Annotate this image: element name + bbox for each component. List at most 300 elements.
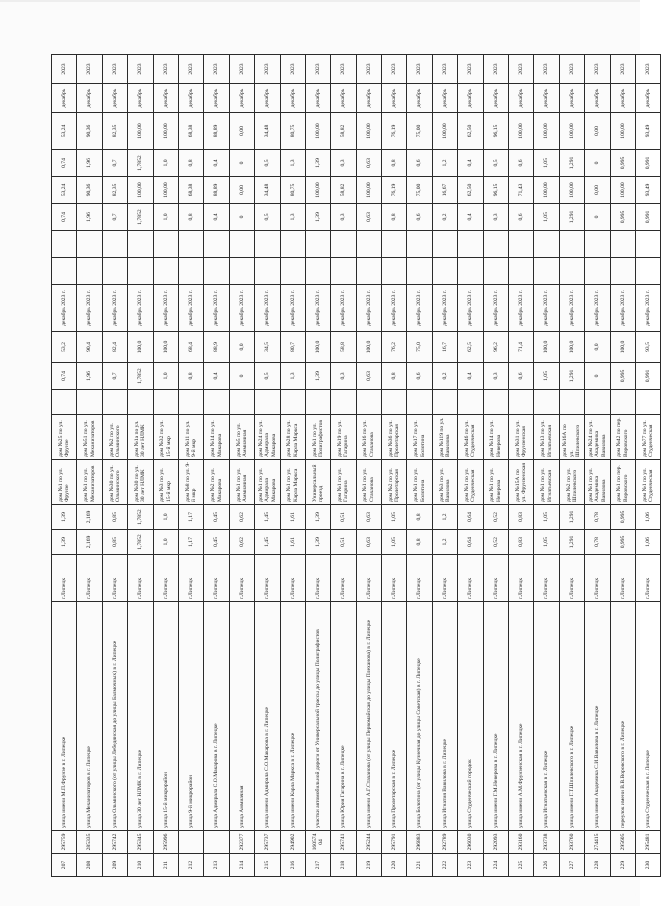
table-cell: дом №24 по ул. Академика Вавилова (585, 415, 610, 460)
table-cell: дом №1 по ул. Стаханова (356, 460, 381, 505)
table-cell: 2023 (77, 55, 102, 84)
table-cell: 295244 (356, 831, 381, 854)
table-cell: 2,169 (77, 530, 102, 555)
table-cell: 2023 (280, 55, 305, 84)
table-cell: декабрь (128, 84, 153, 113)
table-cell (305, 231, 330, 258)
table-row (255, 55, 280, 877)
table-cell: 211 (153, 854, 178, 877)
table-cell: дом №2 по ул. Шпилевского (559, 460, 584, 505)
table-cell: 0,6 (509, 363, 534, 390)
table-cell: 2023 (305, 55, 330, 84)
table-cell: дом №17 по ул. Болотина (407, 415, 432, 460)
table-cell: дом №51 по ул. Механизаторов (77, 415, 102, 460)
table-cell (585, 390, 610, 415)
table-cell: 219 (356, 854, 381, 877)
table-cell: 100,00 (305, 113, 330, 150)
table-cell: 96,2 (483, 332, 508, 363)
table-cell: 0,8 (178, 150, 203, 177)
table-cell: 0,0 (229, 332, 254, 363)
table-cell: 2,169 (77, 505, 102, 530)
table-cell: 1,39 (305, 150, 330, 177)
table-cell: 0,995 (610, 363, 635, 390)
table-cell: дом №32 по ул. 15-й мкр (153, 415, 178, 460)
table-cell: 71,4 (509, 332, 534, 363)
table-cell: улица Ольминского (от улицы Лебедянская до улицы Балмочных) в г. Липецке (102, 602, 127, 831)
table-cell: улица Студенческий городок (458, 602, 483, 831)
table-cell: дом №16 по ул. Стаханова (356, 415, 381, 460)
table-cell: 210 (128, 854, 153, 877)
table-cell: 0,52 (483, 530, 508, 555)
table-cell: 0 (229, 204, 254, 231)
table-cell: 88,89 (204, 113, 229, 150)
table-cell: декабрь (635, 84, 660, 113)
table-cell: 1,39 (305, 505, 330, 530)
table-cell (356, 258, 381, 285)
table-cell: 0,6 (509, 204, 534, 231)
table-cell: 1,05 (534, 150, 559, 177)
table-cell (153, 390, 178, 415)
table-row (458, 55, 483, 877)
table-cell (229, 258, 254, 285)
table-cell: 68,4 (178, 332, 203, 363)
table-cell: 100,0 (559, 332, 584, 363)
table-cell: 292377 (229, 831, 254, 854)
table-cell: улица Пролетарская в г. Липецке (382, 602, 407, 831)
table-cell: дом №1 по ул. Фрунзе (52, 460, 77, 505)
table-cell: декабрь (229, 84, 254, 113)
table-cell: 0,991 (635, 204, 660, 231)
table-cell: 215 (255, 854, 280, 877)
table-cell: 295737 (255, 831, 280, 854)
table-cell: декабрь 2023 г. (305, 285, 330, 332)
table-cell: улица Аммиачная (229, 602, 254, 831)
table-cell: декабрь (178, 84, 203, 113)
table-cell: 100,00 (534, 177, 559, 204)
table-row (635, 55, 660, 877)
table-cell: г.Липецк (534, 555, 559, 602)
table-cell (77, 231, 102, 258)
table-cell: декабрь (534, 84, 559, 113)
table-cell (229, 231, 254, 258)
table-cell: дом №1 по ул. Аммиачная (229, 460, 254, 505)
table-cell: декабрь 2023 г. (153, 285, 178, 332)
table-cell: 2023 (509, 55, 534, 84)
table-cell (610, 258, 635, 285)
table-cell: 2023 (102, 55, 127, 84)
table-cell: 1,2 (432, 150, 457, 177)
table-cell: 222 (432, 854, 457, 877)
table-cell: 295759 (52, 831, 77, 854)
table-cell (305, 258, 330, 285)
table-cell: 100,00 (356, 177, 381, 204)
table-cell: 2023 (178, 55, 203, 84)
table-cell: 0,6 (407, 363, 432, 390)
table-cell: улица 30 лет НЛМК в г. Липецке (128, 602, 153, 831)
table-cell: 224 (483, 854, 508, 877)
table-cell: 0,63 (356, 150, 381, 177)
table-cell: дом №1 по ул. Болотина (407, 460, 432, 505)
table-cell: 0,51 (331, 505, 356, 530)
table-cell: 229 (610, 854, 635, 877)
table-cell: дом №1 по ул. Академика Вавилова (585, 460, 610, 505)
table-cell: 2023 (559, 55, 584, 84)
table-cell (153, 231, 178, 258)
table-cell: 1,39 (305, 363, 330, 390)
table-cell: дом №1 по пер. Воровского (610, 460, 635, 505)
table-cell: улица Юрия Гагарина в г. Липецке (331, 602, 356, 831)
table-cell: г.Липецк (52, 555, 77, 602)
table-cell: 82,35 (102, 113, 127, 150)
table-cell: дом №24 по ул. Адмирала Макарова (255, 415, 280, 460)
table-cell (204, 390, 229, 415)
table-cell: декабрь (204, 84, 229, 113)
table-cell: дом №2 по ул. Макарова (204, 460, 229, 505)
table-cell: г.Липецк (255, 555, 280, 602)
table-cell: 0,4 (204, 363, 229, 390)
table-cell: 16,67 (432, 177, 457, 204)
table-cell (458, 390, 483, 415)
table-cell (102, 231, 127, 258)
table-cell: 75,00 (407, 113, 432, 150)
table-cell: г.Липецк (331, 555, 356, 602)
table-row (77, 55, 102, 877)
table-cell: 2023 (382, 55, 407, 84)
table-cell: 71,43 (509, 177, 534, 204)
table-cell: 0,74 (52, 150, 77, 177)
table-cell: 285335 (77, 831, 102, 854)
table-cell: 0,4 (458, 363, 483, 390)
table-cell: 295742 (102, 831, 127, 854)
table-cell (102, 258, 127, 285)
table-cell: 0,8 (407, 505, 432, 530)
table-cell: 1,45 (255, 505, 280, 530)
table-cell: дом №1 по ул. Полиграфистов (305, 415, 330, 460)
table-row (280, 55, 305, 877)
table-cell: 1,05 (534, 363, 559, 390)
table-cell (178, 390, 203, 415)
table-cell: 0,8 (382, 204, 407, 231)
table-cell: декабрь 2023 г. (534, 285, 559, 332)
table-cell (610, 390, 635, 415)
table-cell (559, 258, 584, 285)
table-cell: 100,00 (128, 113, 153, 150)
table-cell: 82,35 (102, 177, 127, 204)
table-cell: 100,0 (534, 332, 559, 363)
table-cell: 0,51 (331, 530, 356, 555)
table-cell: 0,5 (255, 363, 280, 390)
table-cell: 100,00 (432, 113, 457, 150)
table-cell: 1,291 (559, 204, 584, 231)
table-cell: декабрь 2023 г. (458, 285, 483, 332)
table-cell (509, 390, 534, 415)
table-cell (77, 258, 102, 285)
table-cell: 1,7852 (128, 150, 153, 177)
table-cell: улица имени М.П.Фрунзе в г. Липецке (52, 602, 77, 831)
table-cell: 0,52 (483, 505, 508, 530)
table-cell: 90,36 (77, 113, 102, 150)
table-cell: декабрь 2023 г. (483, 285, 508, 332)
table-cell: улица имени А.Г.Стаханова (от улицы Первомайская до улицы Плеханова) в г. Липецке (356, 602, 381, 831)
table-cell: 0,62 (229, 530, 254, 555)
table-row (509, 55, 534, 877)
table-cell: 96,15 (483, 113, 508, 150)
table-cell: декабрь 2023 г. (52, 285, 77, 332)
table-cell: 1,0 (153, 363, 178, 390)
table-cell: декабрь (255, 84, 280, 113)
table-cell (77, 390, 102, 415)
table-cell: 0,63 (356, 530, 381, 555)
table-cell: 0,6 (407, 204, 432, 231)
table-cell: 296883 (407, 831, 432, 854)
rotated-table-container (51, 57, 655, 877)
table-cell: 292789 (432, 831, 457, 854)
table-cell (534, 390, 559, 415)
table-cell: дом №1 по ул. Неверова (483, 460, 508, 505)
table-cell: 1,05 (534, 530, 559, 555)
table-cell: 0 (585, 363, 610, 390)
table-cell: 0,83 (509, 530, 534, 555)
table-cell: дом №1а по ул. 30 лет НЛМК (128, 415, 153, 460)
table-cell: 1,17 (178, 530, 203, 555)
table-cell: 62,50 (458, 113, 483, 150)
table-cell: 214 (229, 854, 254, 877)
table-cell: дом №3 по ул. 15-й мкр (153, 460, 178, 505)
table-cell: 100,0 (610, 332, 635, 363)
table-cell: 2023 (153, 55, 178, 84)
table-cell: г.Липецк (356, 555, 381, 602)
table-cell: декабрь (77, 84, 102, 113)
table-cell: 228 (585, 854, 610, 877)
table-cell: 0,6 (509, 150, 534, 177)
table-cell: 0,00 (585, 177, 610, 204)
table-row (559, 55, 584, 877)
table-cell: 0,5 (255, 150, 280, 177)
table-cell: 1,17 (178, 505, 203, 530)
table-cell: 1,05 (534, 204, 559, 231)
table-cell: дом №16А по ул. Шпилевского (559, 415, 584, 460)
table-cell: декабрь 2023 г. (331, 285, 356, 332)
table-cell: 1,3 (280, 150, 305, 177)
table-cell: г.Липецк (305, 555, 330, 602)
table-cell: 295481 (635, 831, 660, 854)
table-cell (458, 231, 483, 258)
table-cell: 0,8 (178, 363, 203, 390)
table-cell: 0,00 (585, 113, 610, 150)
table-cell: 80,75 (280, 177, 305, 204)
table-cell: декабрь 2023 г. (229, 285, 254, 332)
table-cell: 76,19 (382, 177, 407, 204)
table-cell (280, 390, 305, 415)
table-cell: дом №30 по ул. 30 лет НЛМК (128, 460, 153, 505)
table-cell (331, 390, 356, 415)
table-cell: дом №1 по ул. Гагарина (331, 460, 356, 505)
table-cell: г.Липецк (585, 555, 610, 602)
table-cell: 295791 (382, 831, 407, 854)
table-cell (178, 231, 203, 258)
table-cell: 93,5 (635, 332, 660, 363)
table-cell: дом №25 по ул. Фрунзе (52, 415, 77, 460)
table-cell: 2023 (432, 55, 457, 84)
table-cell: дом №13 по ул. Игнатьевская (534, 415, 559, 460)
table-cell (635, 258, 660, 285)
table-cell (52, 390, 77, 415)
table-cell: 1,61 (280, 530, 305, 555)
table-cell: декабрь (305, 84, 330, 113)
table-cell: 0,78 (585, 505, 610, 530)
table-cell: декабрь 2023 г. (559, 285, 584, 332)
table-cell: 16057404 (305, 831, 330, 854)
table-cell: 1,291 (559, 530, 584, 555)
table-row (432, 55, 457, 877)
table-cell: 0,63 (356, 363, 381, 390)
table-cell (382, 258, 407, 285)
table-cell: 2023 (635, 55, 660, 84)
table-cell: 58,82 (331, 177, 356, 204)
table-cell: 100,00 (153, 113, 178, 150)
table-cell: декабрь (102, 84, 127, 113)
table-cell (305, 390, 330, 415)
table-cell: 0,995 (610, 530, 635, 555)
table-cell: 0,8 (382, 363, 407, 390)
table-cell: г.Липецк (178, 555, 203, 602)
table-cell: декабрь 2023 г. (204, 285, 229, 332)
table-cell (255, 258, 280, 285)
table-row (128, 55, 153, 877)
table-cell (458, 258, 483, 285)
table-cell: 100,00 (610, 113, 635, 150)
table-cell: 82,4 (102, 332, 127, 363)
table-cell: 0,995 (610, 204, 635, 231)
table-cell: улица имени Г.М.Неверова в г. Липецке (483, 602, 508, 831)
table-cell: 0,4 (458, 150, 483, 177)
table-cell: 1,291 (559, 505, 584, 530)
table-cell: г.Липецк (483, 555, 508, 602)
table-cell (280, 258, 305, 285)
table-row (229, 55, 254, 877)
table-cell: декабрь (483, 84, 508, 113)
table-cell: 100,00 (128, 177, 153, 204)
table-cell: улица 15-й микрорайон (153, 602, 178, 831)
table-cell: г.Липецк (559, 555, 584, 602)
table-cell: 0,00 (229, 113, 254, 150)
table-cell: 207 (52, 854, 77, 877)
table-cell: 34,48 (255, 113, 280, 150)
table-cell: 100,0 (356, 332, 381, 363)
table-cell: 0,85 (102, 530, 127, 555)
table-cell: улица Игнатьевская в г. Липецке (534, 602, 559, 831)
table-cell: 68,38 (178, 177, 203, 204)
table-cell: 76,19 (382, 113, 407, 150)
table-cell: г.Липецк (153, 555, 178, 602)
table-cell: дом №11 по ул. 9-й мкр (178, 415, 203, 460)
table-cell: 0,74 (52, 363, 77, 390)
table-cell: 0,74 (52, 204, 77, 231)
table-cell: декабрь 2023 г. (509, 285, 534, 332)
table-cell (128, 231, 153, 258)
table-cell: 0,3 (483, 363, 508, 390)
table-cell: 1,39 (52, 505, 77, 530)
table-cell: 34,5 (255, 332, 280, 363)
table-cell: 53,24 (52, 177, 77, 204)
table-cell: 1,7852 (128, 363, 153, 390)
table-cell: 0 (585, 204, 610, 231)
table-cell (178, 831, 203, 854)
table-cell: дом №1 по ул. Студенческая (635, 460, 660, 505)
table-cell: декабрь (509, 84, 534, 113)
table-cell (52, 231, 77, 258)
table-cell: 1,61 (280, 505, 305, 530)
table-cell: г.Липецк (280, 555, 305, 602)
table-cell: дом №46 по ул. Студенческая (458, 415, 483, 460)
table-cell: 0,3 (331, 204, 356, 231)
table-cell: дом №14 по ул. Макарова (204, 415, 229, 460)
table-cell (534, 231, 559, 258)
table-cell: 0,78 (585, 530, 610, 555)
table-cell: улица Болотина (от улицы Кузнечная до улицы Советская) в г. Липецке (407, 602, 432, 831)
table-cell: 100,00 (153, 177, 178, 204)
table-row (331, 55, 356, 877)
table-cell: улица Механизаторов в г. Липецке (77, 602, 102, 831)
table-cell (356, 231, 381, 258)
table-cell: дом №5 по ул. Аммиачная (229, 415, 254, 460)
table-cell: 100,00 (534, 113, 559, 150)
table-cell: 88,9 (204, 332, 229, 363)
table-cell: улица имени Академика С.И.Вавилова в г. Липецке (585, 602, 610, 831)
table-cell: декабрь 2023 г. (102, 285, 127, 332)
table-cell: 2023 (331, 55, 356, 84)
table-cell: декабрь (52, 84, 77, 113)
table-cell: 0,8 (178, 204, 203, 231)
table-cell: 96,15 (483, 177, 508, 204)
table-cell: 213 (204, 854, 229, 877)
table-cell: 208 (77, 854, 102, 877)
table-cell: 1,39 (305, 530, 330, 555)
table-cell: участки автомобильной дороги от Универсальной трассы до улицы Полиграфистов (305, 602, 330, 831)
table-cell (585, 258, 610, 285)
table-cell: 0,4 (204, 204, 229, 231)
table-cell: 1,7852 (128, 505, 153, 530)
table-cell: 294902 (280, 831, 305, 854)
table-cell: 58,82 (331, 113, 356, 150)
table-cell: 0,3 (483, 204, 508, 231)
table-cell: 0,63 (356, 204, 381, 231)
table-cell: 0 (229, 150, 254, 177)
table-cell: г.Липецк (229, 555, 254, 602)
table-cell: 216 (280, 854, 305, 877)
table-cell: 227 (559, 854, 584, 877)
table-row (585, 55, 610, 877)
table-cell (483, 231, 508, 258)
table-cell: 274415 (585, 831, 610, 854)
table-cell: 2023 (255, 55, 280, 84)
table-cell: 53,2 (52, 332, 77, 363)
table-cell: декабрь (153, 84, 178, 113)
table-cell (559, 390, 584, 415)
table-cell: 0,995 (610, 150, 635, 177)
table-cell (509, 231, 534, 258)
table-cell (178, 258, 203, 285)
table-cell: улица имени Карла Маркса в г. Липецке (280, 602, 305, 831)
table-cell: г.Липецк (509, 555, 534, 602)
table-cell: 0,83 (509, 505, 534, 530)
table-cell: 0,3 (331, 363, 356, 390)
table-cell: 217 (305, 854, 330, 877)
table-cell: 93,49 (635, 113, 660, 150)
table-cell: 1,45 (255, 530, 280, 555)
table-cell (559, 231, 584, 258)
table-row (153, 55, 178, 877)
